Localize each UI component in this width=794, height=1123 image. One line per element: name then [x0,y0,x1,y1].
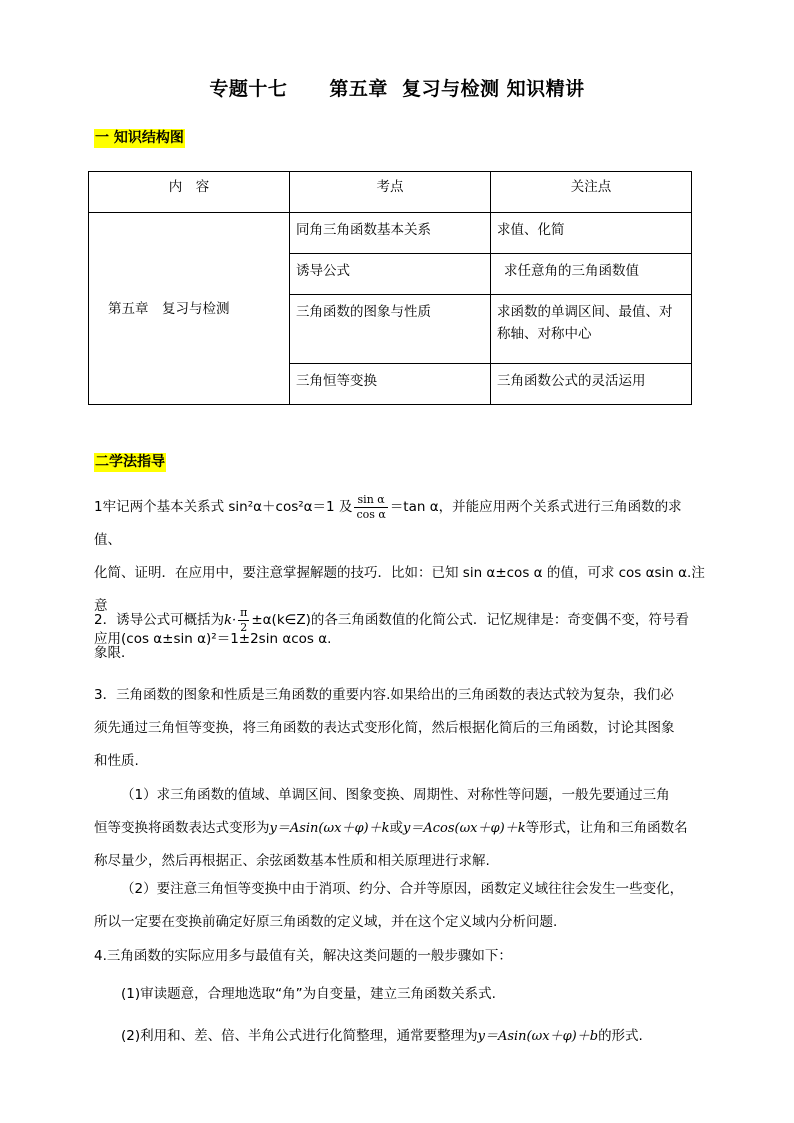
paragraph-3 [94,679,706,778]
sin-over-cos-fraction: $\frac{\text{sin α}}{\text{cos α}}$ [356,492,386,521]
p3-line2: 须先通过三角恒等变换，将三角函数的表达式变形化简，然后根据化简后的三角函数，讨论其图象 [94,720,675,736]
table-header-cell: 内 容 [89,172,290,213]
table-focus-cell: 三角函数公式的灵活运用 [491,364,692,405]
knowledge-table [88,171,692,405]
table-focus-cell: 求任意角的三角函数值 [491,254,692,295]
table-point-cell: 同角三角函数基本关系 [290,213,491,254]
table-header-row [89,172,692,213]
section2-heading: 二学法指导 [95,454,165,470]
table-focus-cell: 求函数的单调区间、最值、对称轴、对称中心 [491,295,692,364]
table-row [89,213,692,254]
p8-line1: (2)利用和、差、倍、半角公式进行化简整理，通常要整理为y＝Asin(ωx＋φ)＋b的形式. [121,1028,643,1044]
section1-heading: 一 知识结构图 [95,130,184,146]
table-point-cell: 三角函数的图象与性质 [290,295,491,364]
p3-line3: 和性质. [94,753,139,769]
p4-line1: （1）求三角函数的值域、单调区间、图象变换、周期性、对称性等问题，一般先要通过三角 [121,787,670,803]
table-header-cell: 考点 [290,172,491,213]
paragraph-8 [94,1020,706,1053]
pi-over-2-fraction: $\frac{\pi}{2}$ [240,605,248,634]
page-title [0,74,794,101]
p3-line1: 3．三角函数的图象和性质是三角函数的重要内容.如果给出的三角函数的表达式较为复杂，我们必 [94,687,674,703]
table-point-cell: 三角恒等变换 [290,364,491,405]
p1-line2: 化简、证明．在应用中，要注意掌握解题的技巧．比如：已知 sin α±cos α 的值，可求 cos αsin α.注意 [94,565,705,614]
table-point-cell: 诱导公式 [290,254,491,295]
paragraph-7 [94,978,706,1011]
title-part2: 第五章 [329,78,388,100]
p6-line1: 4.三角函数的实际应用多与最值有关，解决这类问题的一般步骤如下： [94,948,512,964]
table-header-cell: 关注点 [491,172,692,213]
p5-line2: 所以一定要在变换前确定好原三角函数的定义域，并在这个定义域内分析问题. [94,914,558,930]
p7-line1: (1)审读题意，合理地选取“角”为自变量，建立三角函数关系式. [121,986,496,1002]
paragraph-2 [94,604,706,670]
table-chapter-cell: 第五章 复习与检测 [89,213,290,405]
title-part4: 知识精讲 [506,78,585,100]
p2-line2: 象限． [94,645,135,661]
p4-line3: 称尽量少，然后再根据正、余弦函数基本性质和相关原理进行求解. [94,853,490,869]
paragraph-5 [94,873,706,939]
p4-line2: 恒等变换将函数表达式变形为y＝Asin(ωx＋φ)＋k或y＝Acos(ωx＋φ)＋k等形式，让角和三角函数名 [94,820,688,836]
paragraph-6 [94,940,706,973]
p1-line3: 应用(cos α±sin α)²＝1±2sin αcos α. [94,631,332,647]
title-part1: 专题十七 [209,78,288,100]
p5-line1: （2）要注意三角恒等变换中由于消项、约分、合并等原因，函数定义域往往会发生一些变化， [121,881,684,897]
title-part3: 复习与检测 [401,78,500,100]
p2-line1: 2．诱导公式可概括为k· $\frac{\pi}{2}$ ±α(k∈Z)的各三角函数值的化简公式．记忆规律是：奇变偶不变，符号看 [94,605,689,634]
table-focus-cell: 求值、化简 [491,213,692,254]
paragraph-4 [94,779,706,878]
p1-line1: 1牢记两个基本关系式 sin²α＋cos²α＝1 及 $\frac{\text{sin α}}{\text{cos α}}$ ＝tan α，并能应用两个关系式进行三角函数的求值、 [94,492,682,548]
